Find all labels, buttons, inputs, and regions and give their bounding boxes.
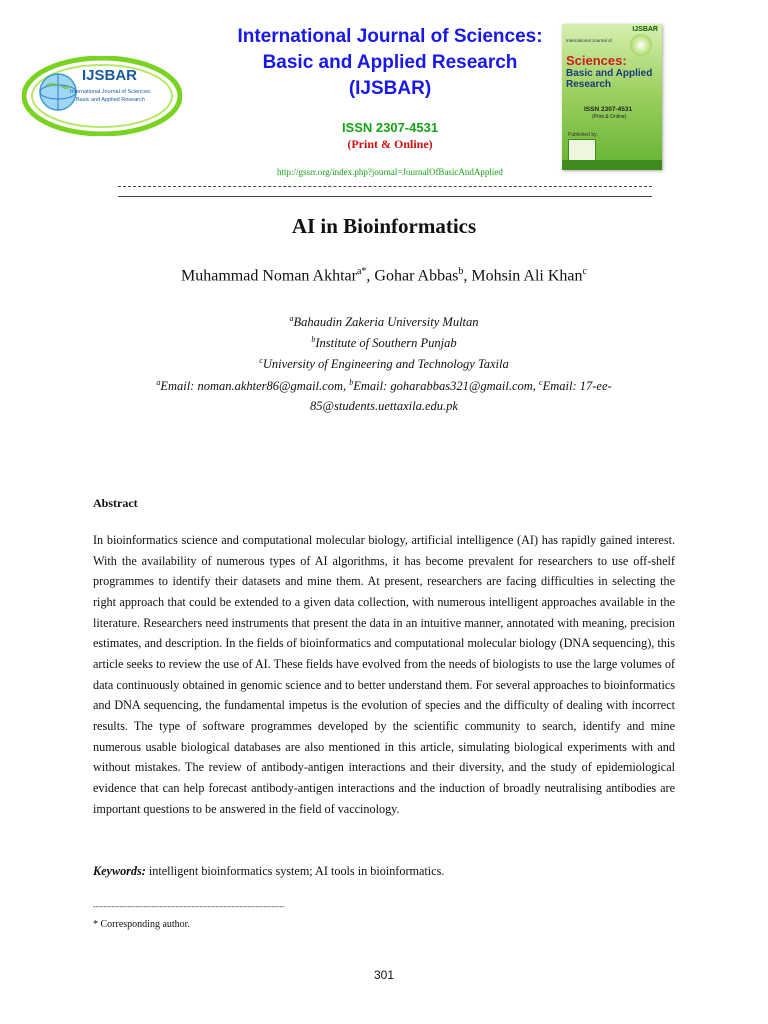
author-list: Muhammad Noman Akhtar$^{a*}$, Gohar Abbas$^b$, Mohsin Ali Khan$^c$ <box>181 266 587 285</box>
cover-badge: IJSBAR <box>632 26 658 33</box>
author-emails <box>0 378 768 394</box>
affiliation-text: Institute of Southern Punjab <box>315 336 457 351</box>
footnote-rule: ------------------------------------------------------------------------ <box>93 902 285 911</box>
page-number: 301 <box>373 968 395 982</box>
cover-published-by: Published by: <box>568 132 599 138</box>
logo-abbr: IJSBAR <box>82 67 138 84</box>
author-sup: b <box>458 266 464 277</box>
affiliation-sup: a <box>289 314 294 323</box>
keywords-line <box>93 864 444 879</box>
keywords-label: Keywords: <box>93 864 146 878</box>
cover-top-text: International Journal of <box>566 38 612 43</box>
logo-line1: International Journal of Sciences: <box>70 89 152 95</box>
paper-title: AI in Bioinformatics <box>291 214 477 238</box>
email-sup: a <box>156 378 161 387</box>
cover-print-online: (Print & Online) <box>592 114 627 120</box>
author-sup: c <box>582 266 587 277</box>
cover-subtitle-line: Basic and Applied <box>566 68 653 79</box>
journal-logo-graphic <box>22 56 182 136</box>
email-text: Email: 17-ee- <box>542 379 612 394</box>
journal-title-line: International Journal of Sciences: <box>237 26 543 47</box>
email-sup: b <box>349 378 354 387</box>
journal-title-line: Basic and Applied Research <box>262 52 518 73</box>
author-emails-continued: 85@students.uettaxila.edu.pk <box>310 399 458 413</box>
cover-emblem-icon <box>630 34 652 56</box>
journal-title <box>190 24 590 102</box>
author-name: Mohsin Ali Khan <box>471 267 583 285</box>
affiliation-sup: b <box>311 335 316 344</box>
affiliation <box>0 356 768 372</box>
footnote-corresponding-author: * Corresponding author. <box>93 919 190 930</box>
header-solid-divider <box>118 196 652 197</box>
author-sup: a* <box>356 266 367 277</box>
journal-cover-image <box>562 24 662 170</box>
abstract-heading: Abstract <box>93 496 138 510</box>
email-text: Email: noman.akhter86@gmail.com, <box>160 379 350 394</box>
journal-title-line: (IJSBAR) <box>348 78 432 99</box>
affiliation-text: Bahaudin Zakeria University Multan <box>293 315 479 330</box>
affiliation <box>0 314 768 330</box>
keywords-text: intelligent bioinformatics system; AI tools in bioinformatics. <box>145 864 445 878</box>
cover-subtitle-line: Research <box>566 79 612 90</box>
affiliation-sup: c <box>259 356 263 365</box>
email-sup: c <box>539 378 543 387</box>
logo-line2: Basic and Applied Research <box>76 97 145 103</box>
cover-publisher-logo <box>568 139 596 161</box>
journal-logo <box>22 56 182 136</box>
journal-print-online: (Print & Online) <box>347 137 433 151</box>
email-text: Email: goharabbas321@gmail.com, <box>353 379 540 394</box>
cover-sciences: Sciences: <box>566 53 627 68</box>
author-name: Gohar Abbas <box>374 267 459 285</box>
cover-issn: ISSN 2307-4531 <box>584 106 633 113</box>
cover-footer-band <box>562 160 662 170</box>
affiliation <box>0 335 768 351</box>
journal-issn: ISSN 2307-4531 <box>341 120 439 135</box>
header-dashed-divider <box>118 186 652 187</box>
journal-url-link[interactable]: http://gssrr.org/index.php?journal=JournalOfBasicAndApplied <box>277 167 503 177</box>
abstract-text: In bioinformatics science and computational molecular biology, artificial intelligence (AI) has rapidly gained interest. With the availability of numerous types of AI algorithms, it has become prevalent for researchers to use off-shelf programmes to identify their datasets and mine them. At present, researchers are facing difficulties in selecting the right approach that could be extended to a given data collection, with numerous intelligent approaches available in the literature. Researchers need instruments that present the data in an intuitive manner, annotated with meaning, precision estimates, and description. In the fields of bioinformatics and computational molecular biology (DNA sequencing), this article seeks to review the use of AI. These fields have evolved from the needs of biologists to use the large volumes of data continuously obtained in genomic science and to better understand them. For several approaches to bioinformatics and DNA sequencing, the fundamental impetus is the evolution of species and the difficulty of dealing with incorrect results. The type of software programmes developed by the scientific community to search, identify and mine numerous usable biological databases are also mentioned in this article, simulating biological experiments with and without mistakes. The review of antibody-antigen interactions and their diversity, and the study of epidemiological evidence that can help forecast antibody-antigen interactions and the induction of broadly neutralising antibodies are important questions to be answered in the field of vaccinology. <box>93 533 675 816</box>
cover-subtitle <box>566 68 652 90</box>
author-name: Muhammad Noman Akhtar <box>181 267 357 285</box>
affiliation-text: University of Engineering and Technology Taxila <box>262 357 509 372</box>
